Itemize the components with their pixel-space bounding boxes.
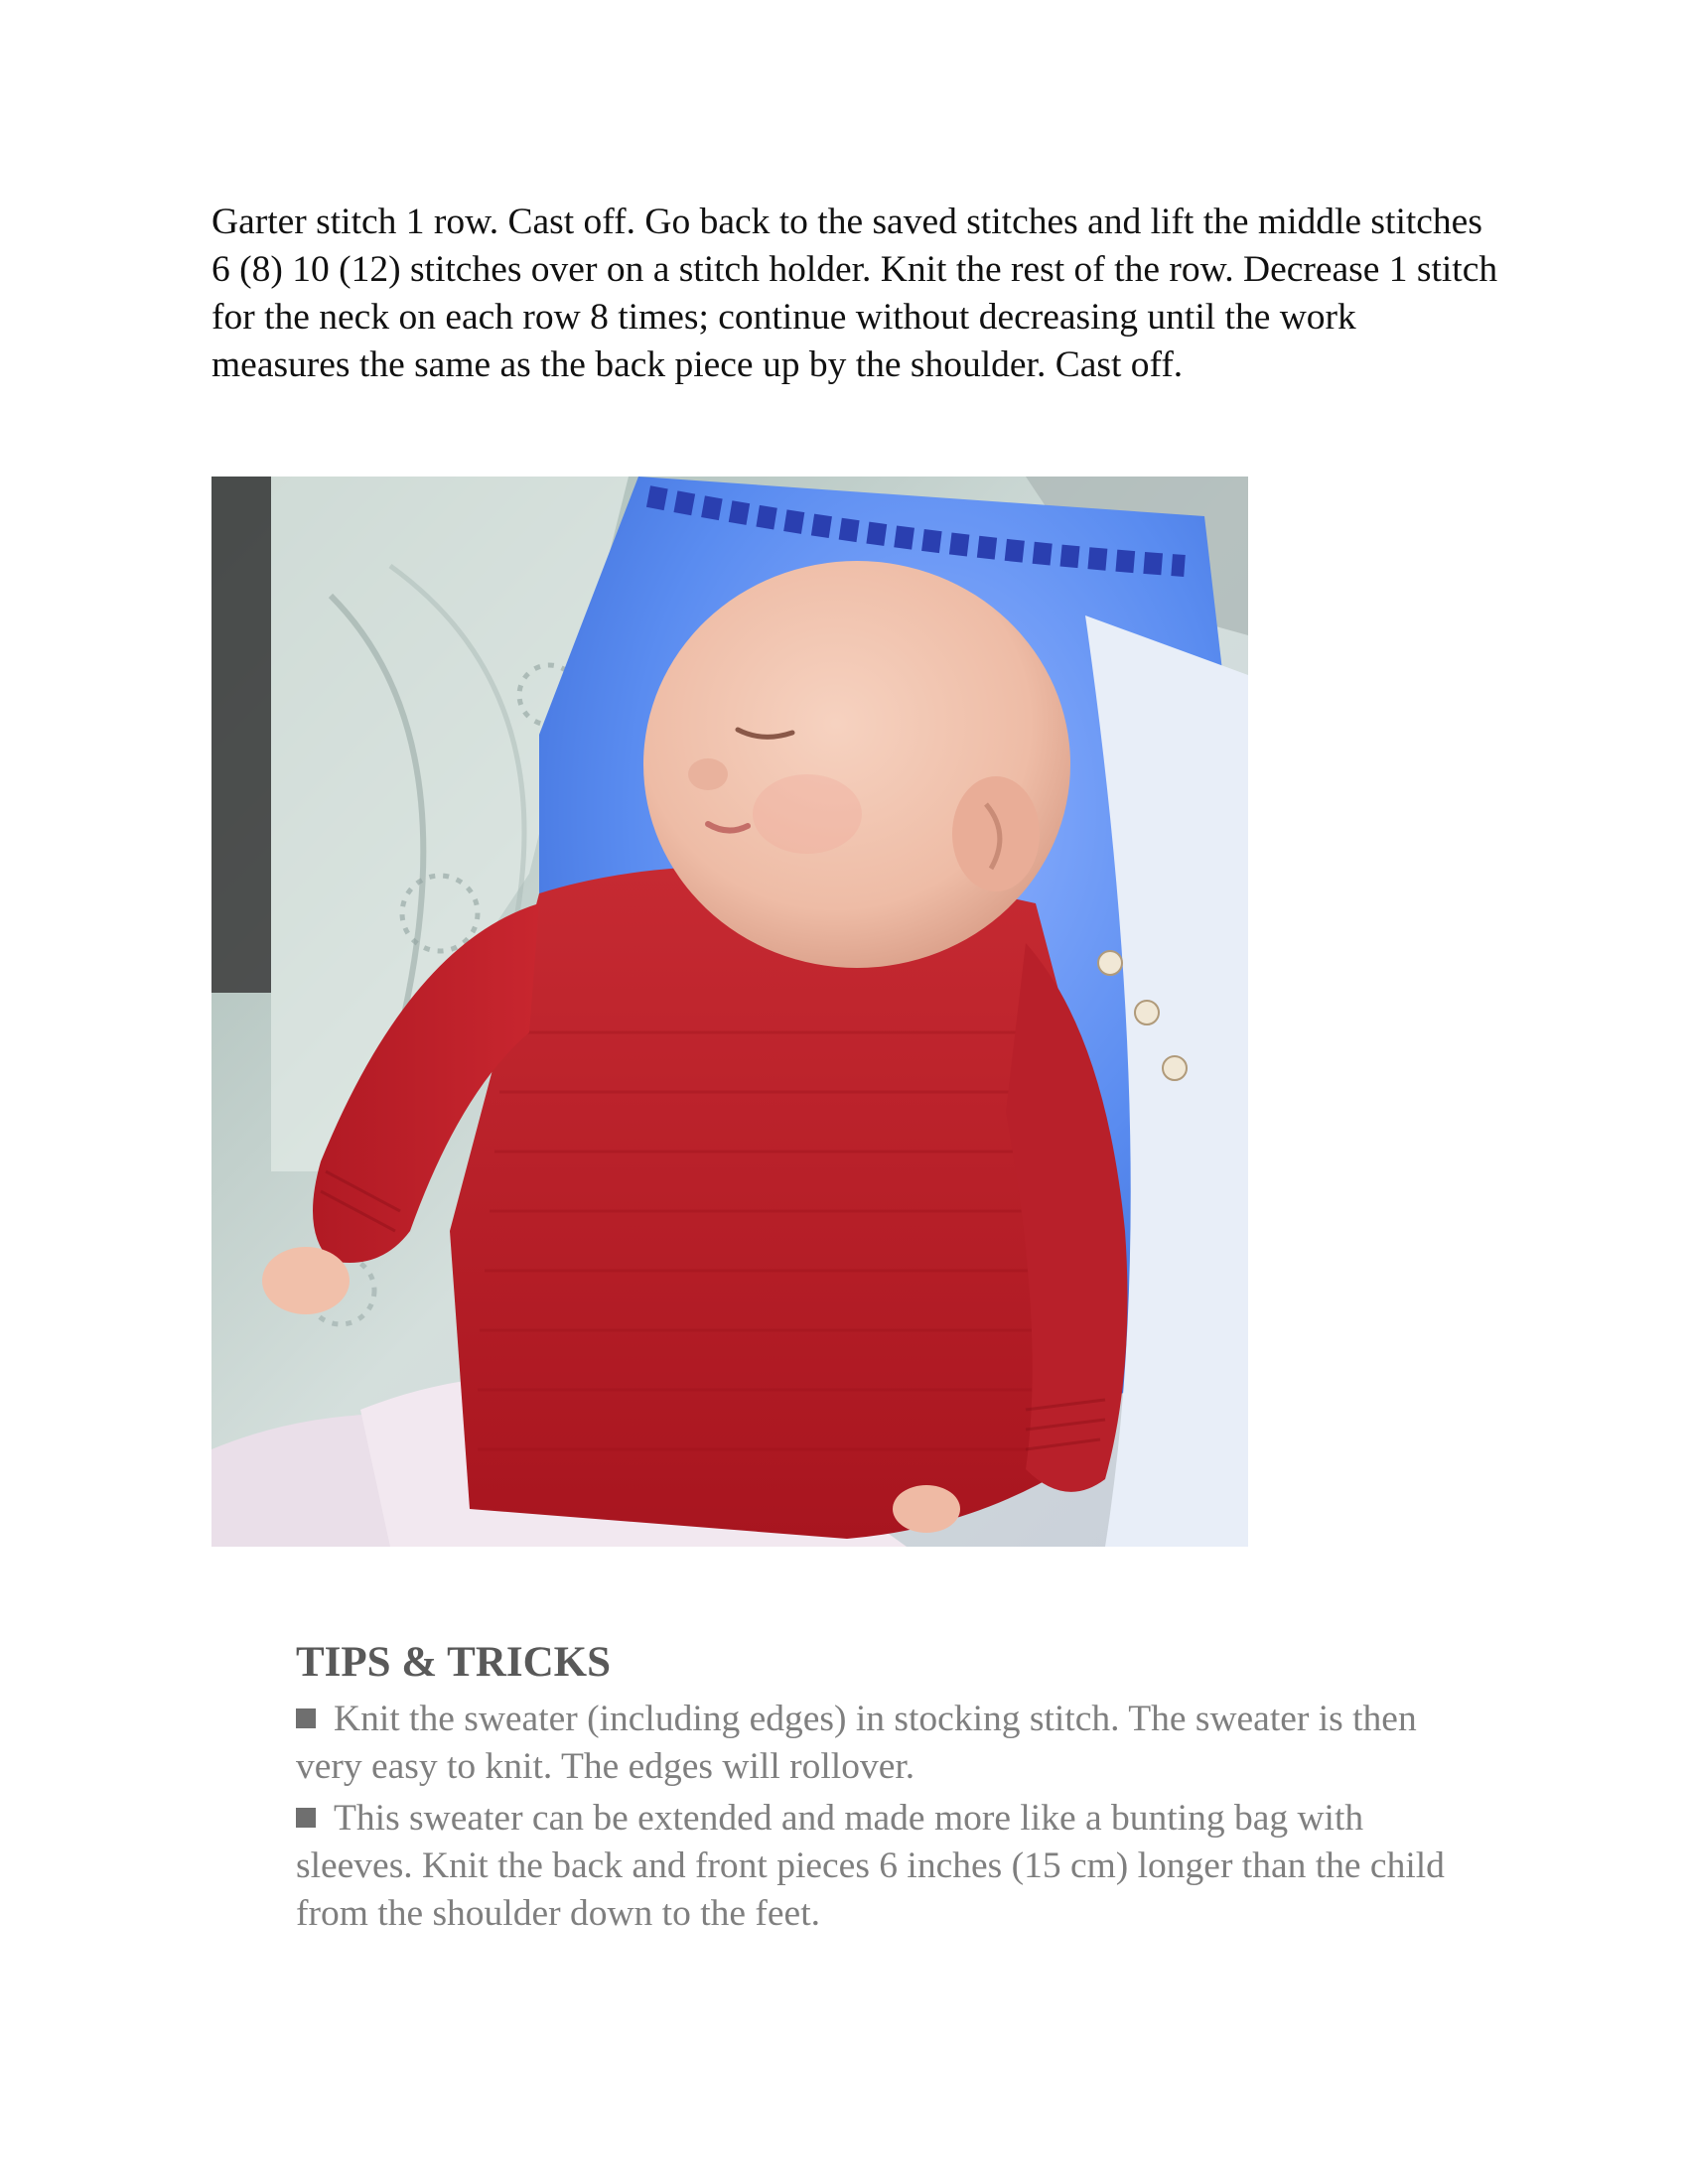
tip-text: This sweater can be extended and made more like a bunting bag with sleeves. Knit the back and front pieces 6 inches (15 cm) longer than the child from the shoulder down to the feet. xyxy=(296,1798,1445,1934)
tip-item xyxy=(296,1696,1487,1791)
square-bullet-icon xyxy=(296,1708,316,1728)
square-bullet-icon xyxy=(296,1808,316,1828)
baby-sweater-photo xyxy=(211,477,1248,1547)
tip-item xyxy=(296,1795,1487,1938)
tip-text: Knit the sweater (including edges) in stocking stitch. The sweater is then very easy to knit. The edges will rollover. xyxy=(296,1699,1417,1787)
tips-heading: TIPS & TRICKS xyxy=(296,1639,612,1686)
tips-and-tricks-section xyxy=(296,1636,1487,1942)
intro-paragraph: Garter stitch 1 row. Cast off. Go back to the saved stitches and lift the middle stitches 6 (8) 10 (12) stitches over on a stitch holder. Knit the rest of the row. Decrease 1 stitch for the neck on each row 8 times; continue without decreasing until the work measures the same as the back piece up by the shoulder. Cast off. xyxy=(211,202,1498,385)
